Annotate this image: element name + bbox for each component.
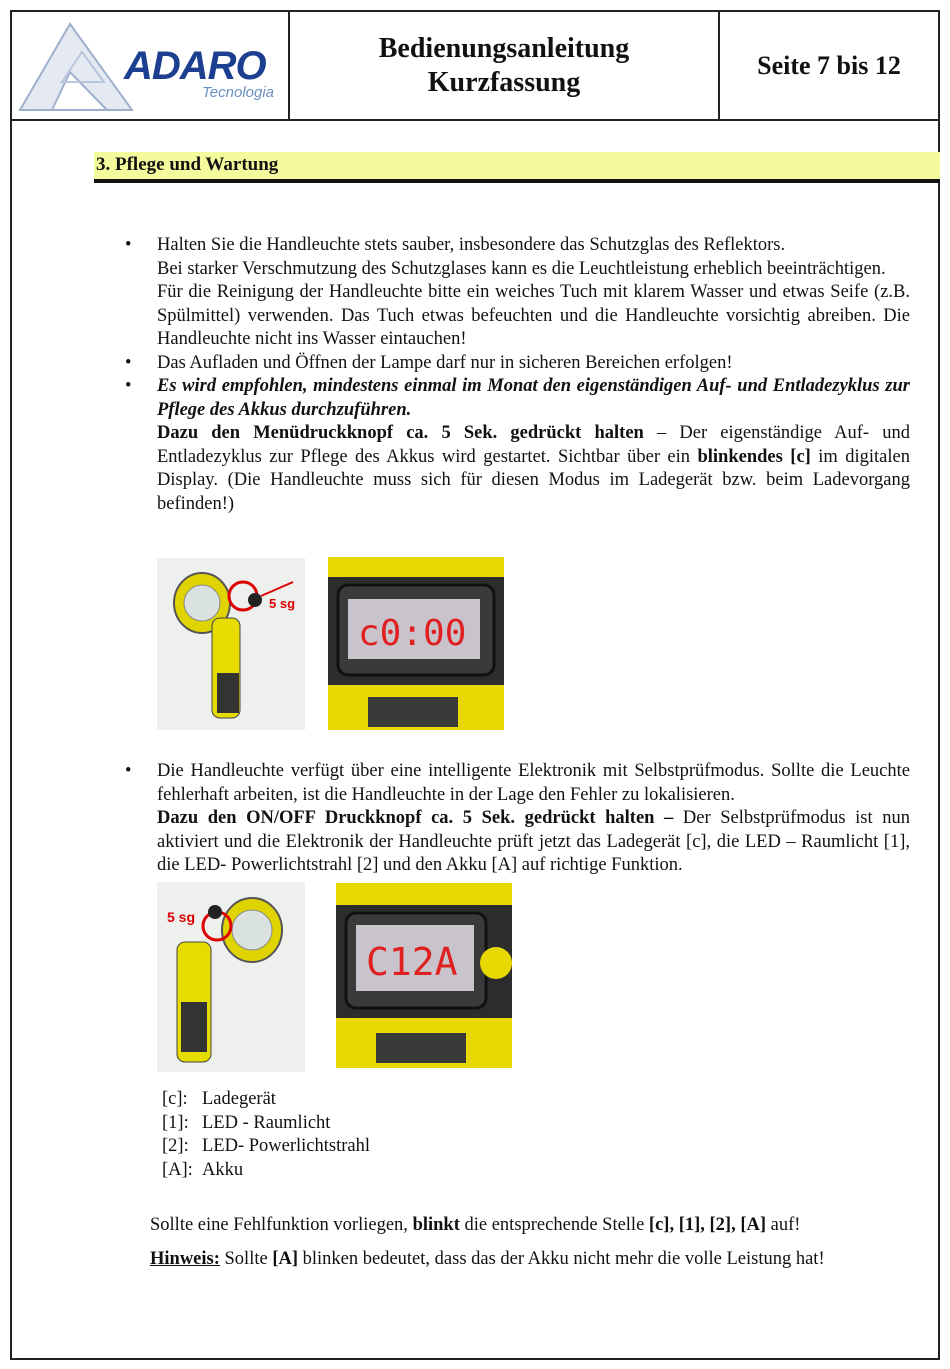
text: blinken bedeutet, dass das der Akku nicht mehr die volle Leistung hat! xyxy=(298,1249,825,1269)
bullet-icon: • xyxy=(125,761,132,781)
legend-key: [c]: xyxy=(162,1089,188,1109)
duration-label: 5 sg xyxy=(167,909,196,925)
bullet-text xyxy=(157,807,910,878)
logo-area xyxy=(12,12,290,119)
legend-row xyxy=(162,1088,370,1112)
legend-key: [A]: xyxy=(162,1159,193,1180)
bullet-text: Die Handleuchte verfügt über eine intelligente Elektronik mit Selbstprüfmodus. Sollte die Leuchte fehlerhaft arbeiten, ist die Handleuchte in der Lage den Fehler zu lokalisieren. xyxy=(157,761,910,805)
legend-list xyxy=(162,1088,370,1182)
page-range: Seite 7 bis 12 xyxy=(757,50,901,80)
logo-wordmark: ADARO xyxy=(124,44,266,88)
text: die entsprechende Stelle xyxy=(459,1215,649,1235)
list-item xyxy=(125,352,910,376)
bold-text: blinkendes [c] xyxy=(697,446,811,467)
text: Der Selbstprüfmodus ist nun aktiviert und die Elektronik der Handleuchte prüft jetzt das Ladegerät [c], die LED – Raumlicht [1], die LED- Powerlichtstrahl [2] und den Akku [A] auf richtige Funktion. xyxy=(157,808,910,875)
duration-label: 5 sg xyxy=(269,596,296,611)
legend-key: [1]: xyxy=(162,1112,189,1133)
document-header xyxy=(10,10,940,121)
bullet-icon: • xyxy=(125,376,132,396)
legend-row xyxy=(162,1135,370,1159)
title-line-2: Kurzfassung xyxy=(427,66,581,98)
display-icon xyxy=(328,557,504,730)
bold-text: [c], [1], [2], [A] xyxy=(648,1215,767,1235)
legend-key: [2]: xyxy=(162,1136,189,1156)
text: Sollte eine Fehlfunktion vorliegen, xyxy=(150,1215,413,1235)
flashlight-icon xyxy=(157,558,305,730)
flashlight-photo-1 xyxy=(157,558,305,730)
bullet-text: Es wird empfohlen, mindestens einmal im Monat den eigenständigen Auf- und Entladezyklus zur Pflege des Akkus durchzuführen. xyxy=(157,376,910,420)
display-icon xyxy=(336,883,512,1068)
list-item xyxy=(125,760,910,878)
bold-text: Dazu den Menüdruckknopf ca. 5 Sek. gedrückt halten xyxy=(157,423,644,443)
text: im digitalen Display. (Die Handleuchte muss sich für diesen Modus im Ladegerät bzw. beim Ladevorgang befinden!) xyxy=(157,446,910,514)
logo-subtitle: Tecnologia xyxy=(202,84,275,101)
care-instructions xyxy=(125,234,910,516)
legend-value: Akku xyxy=(202,1159,244,1180)
legend-value: LED - Raumlicht xyxy=(202,1112,331,1133)
display-photo-2 xyxy=(336,883,512,1068)
legend-value: LED- Powerlichtstrahl xyxy=(202,1136,370,1156)
battery-hint xyxy=(150,1249,825,1270)
bold-text: blinkt xyxy=(412,1215,460,1235)
legend-value: Ladegerät xyxy=(202,1089,276,1109)
bullet-icon: • xyxy=(125,352,132,373)
selftest-instructions xyxy=(125,760,910,878)
legend-row xyxy=(162,1112,370,1136)
section-heading: 3. Pflege und Wartung xyxy=(94,152,940,183)
bold-text: [A] xyxy=(272,1249,298,1269)
text: auf! xyxy=(766,1215,801,1235)
title-line-1: Bedienungsanleitung xyxy=(378,32,630,64)
bold-text: Dazu den ON/OFF Druckknopf ca. 5 Sek. gedrückt halten – xyxy=(157,808,674,828)
bullet-icon: • xyxy=(125,235,132,255)
malfunction-note xyxy=(150,1215,800,1236)
display-readout: C12A xyxy=(366,940,458,984)
hint-label: Hinweis: xyxy=(150,1249,220,1269)
flashlight-photo-2 xyxy=(157,882,305,1072)
bullet-text xyxy=(157,422,910,516)
legend-row xyxy=(162,1159,370,1183)
text: Sollte xyxy=(219,1249,273,1269)
bullet-text: Für die Reinigung der Handleuchte bitte ein weiches Tuch mit klarem Wasser und etwas Seife (z.B. Spülmittel) verwenden. Das Tuch etwas befeuchten und die Handleuchte vorsichtig abreiben. Die Handleuchte nicht ins Wasser eintauchen! xyxy=(157,282,910,349)
text: – Der eigenständige Auf- und Entladezyklus zur Pflege des Akkus wird gestartet. Sichtbar über ein xyxy=(157,423,911,467)
display-photo-1 xyxy=(328,557,504,730)
display-readout: c0:00 xyxy=(358,613,467,654)
bullet-text: Das Aufladen und Öffnen der Lampe darf nur in sicheren Bereichen erfolgen! xyxy=(157,352,733,373)
list-item xyxy=(125,234,910,352)
document-title xyxy=(290,12,720,119)
bullet-text: Bei starker Verschmutzung des Schutzglases kann es die Leuchtleistung erheblich beeinträchtigen. xyxy=(157,258,886,279)
list-item xyxy=(125,375,910,516)
bullet-text: Halten Sie die Handleuchte stets sauber, insbesondere das Schutzglas des Reflektors. xyxy=(157,235,786,255)
flashlight-icon xyxy=(157,882,305,1072)
